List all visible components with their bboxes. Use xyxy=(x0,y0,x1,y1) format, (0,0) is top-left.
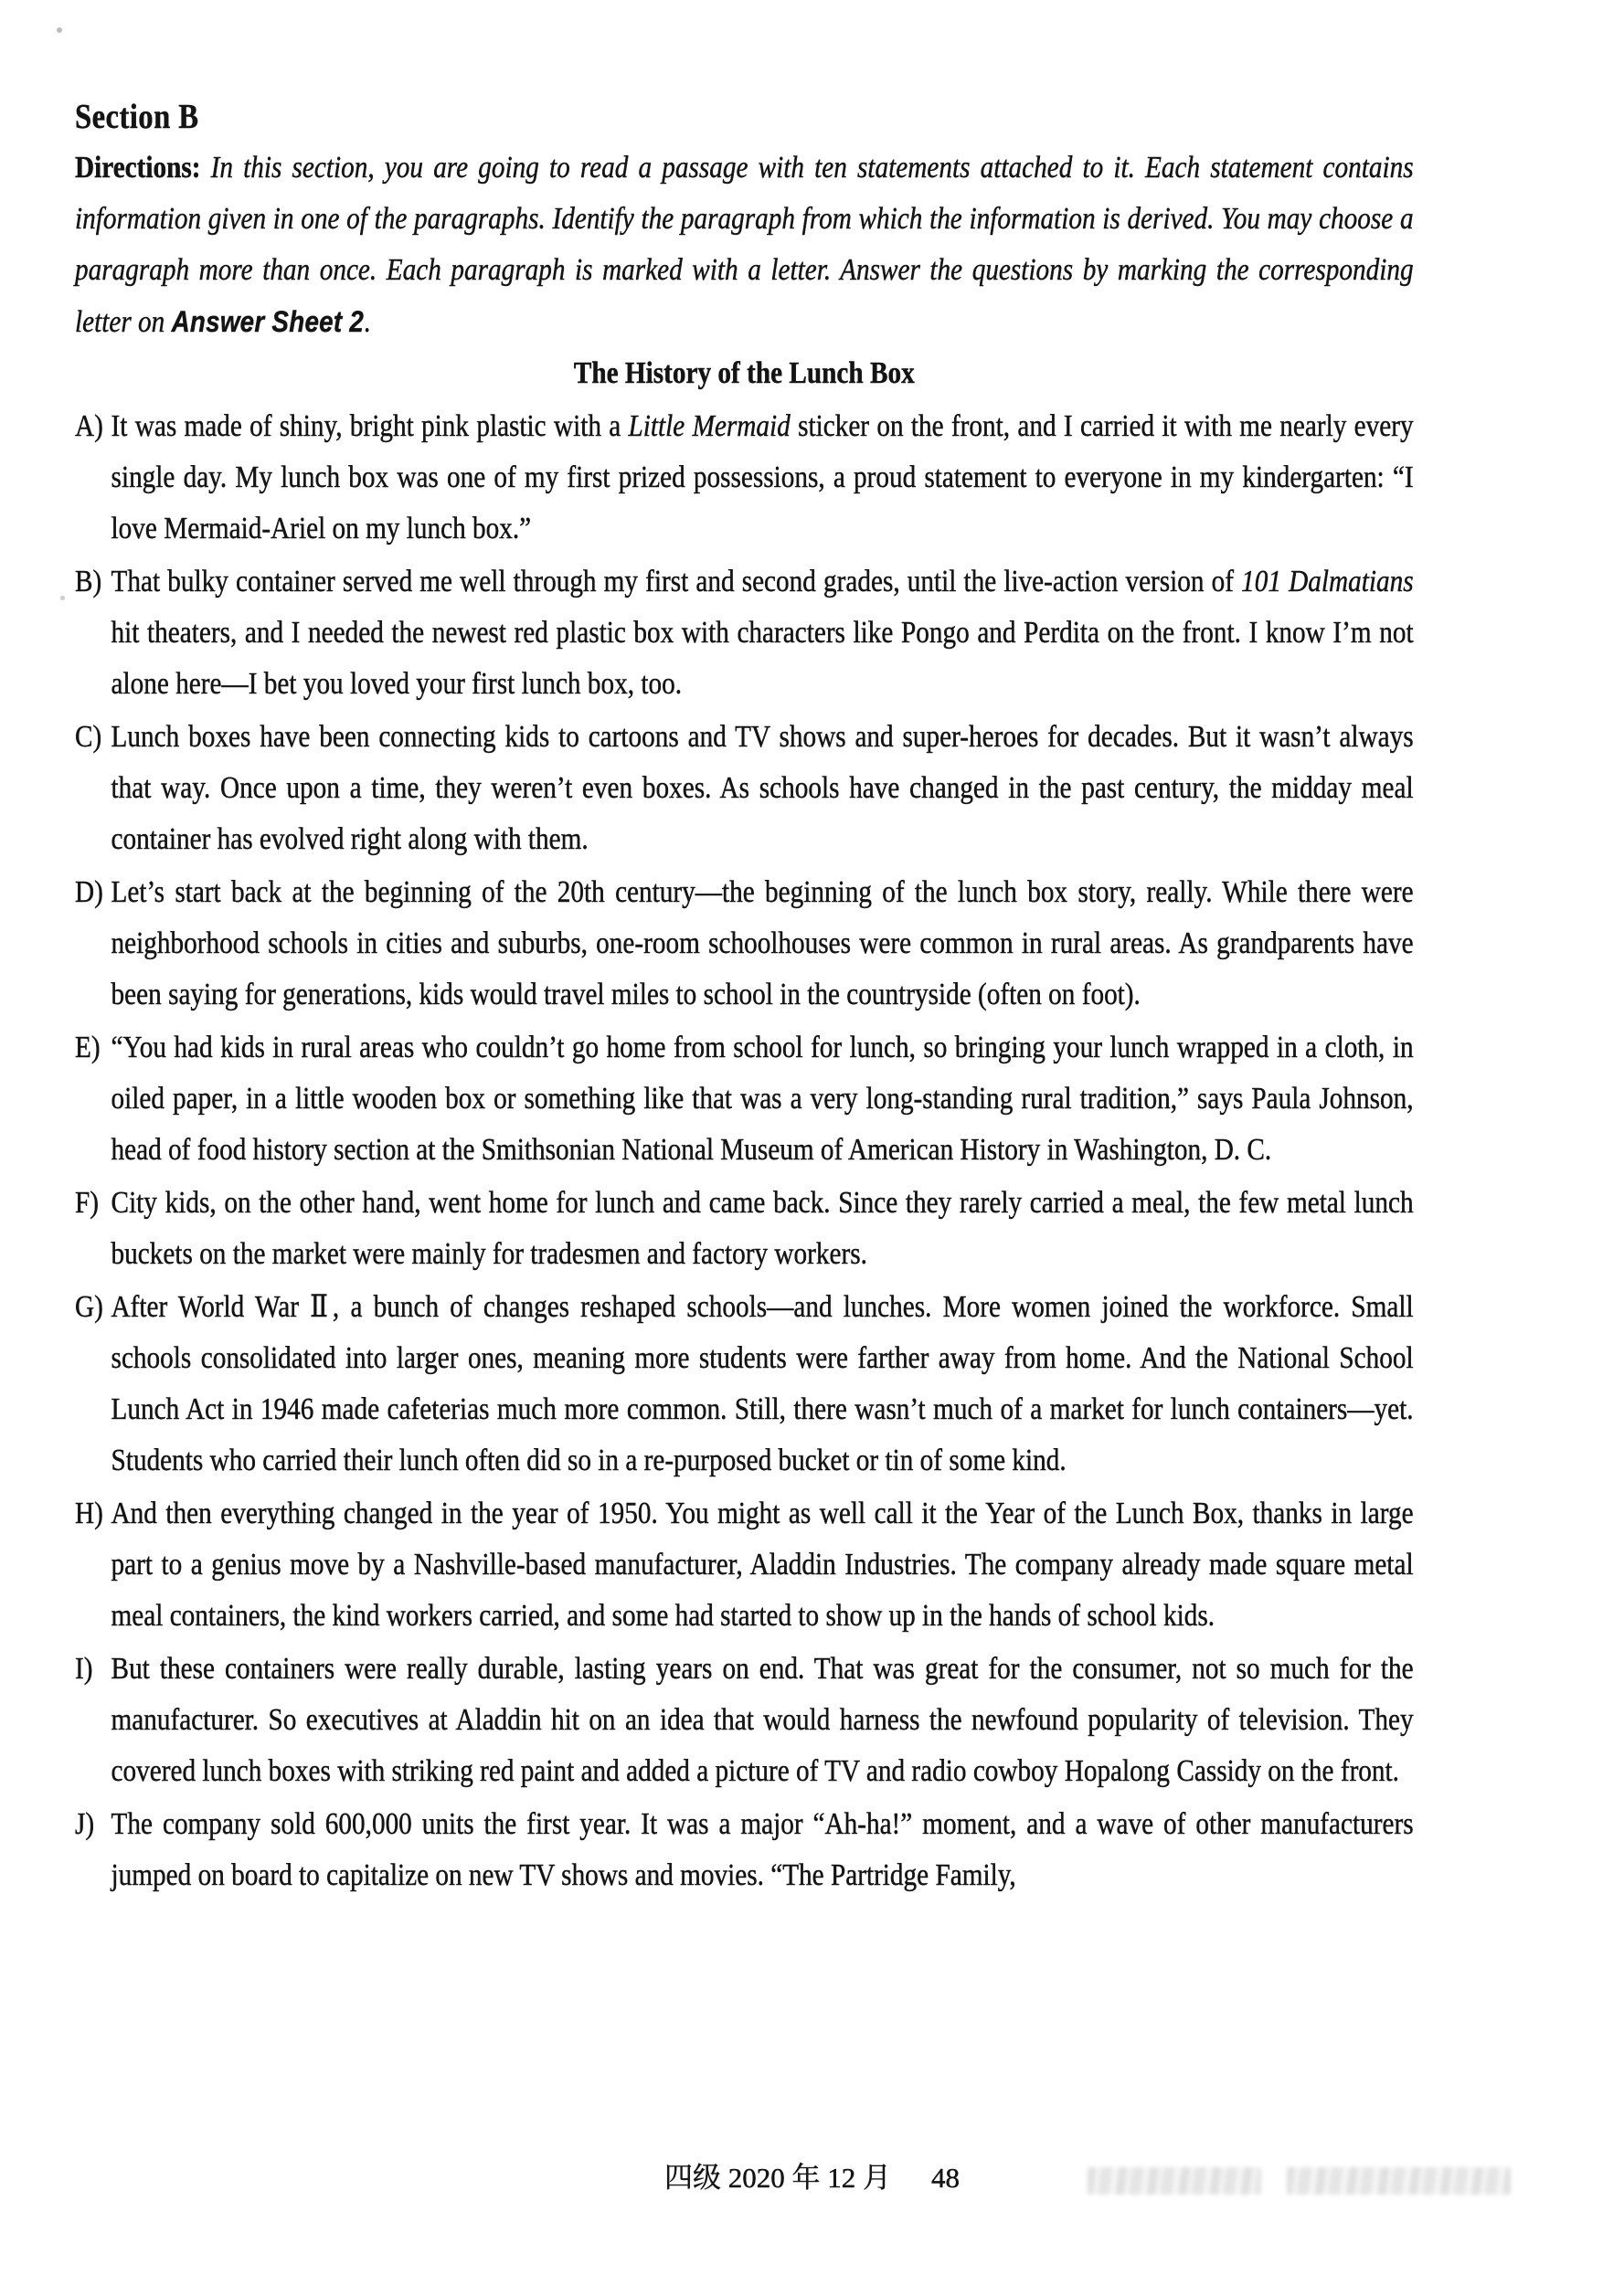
text-column xyxy=(75,91,1414,1901)
paragraph-e xyxy=(75,1022,1414,1176)
directions-paragraph xyxy=(75,143,1414,348)
paragraph-e-text: “You had kids in rural areas who couldn’t go home from school for lunch, so bringing your lunch wrapped in a cloth, in oiled paper, in a little wooden box or something like that was a very long-standing rural tradition,” says Paula Johnson, head of food history section at the Smithsonian National Museum of American History in Washington, D. C. xyxy=(111,1031,1414,1167)
paragraph-f xyxy=(75,1178,1414,1280)
paragraph-g xyxy=(75,1282,1414,1487)
footer-caption: 四级 2020 年 12 月 xyxy=(664,2162,891,2194)
paragraph-b-label: B) xyxy=(75,565,102,598)
paragraph-c-text: Lunch boxes have been connecting kids to cartoons and TV shows and super-heroes for decades. But it wasn’t always that way. Once upon a time, they weren’t even boxes. As schools have changed in the past century, the midday meal container has evolved right along with them. xyxy=(111,720,1414,856)
paragraph-i-text: But these containers were really durable, lasting years on end. That was great for the consumer, not so much for the manufacturer. So executives at Aladdin hit on an idea that would harness the newfound popularity of television. They covered lunch boxes with striking red paint and added a picture of TV and radio cowboy Hopalong Cassidy on the front. xyxy=(111,1652,1414,1788)
paragraph-b xyxy=(75,556,1414,710)
scan-speck xyxy=(57,27,62,33)
faint-watermark xyxy=(1088,2167,1511,2195)
scan-smudge xyxy=(1287,2167,1511,2195)
paragraph-c xyxy=(75,712,1414,865)
paragraph-a xyxy=(75,401,1414,555)
paragraph-g-label: G) xyxy=(75,1290,103,1324)
paragraph-d-label: D) xyxy=(75,875,103,909)
paragraph-h-text: And then everything changed in the year of 1950. You might as well call it the Year of the Lunch Box, thanks in large part to a genius move by a Nashville-based manufacturer, Aladdin Industries. The company already made square metal meal containers, the kind workers carried, and some had started to show up in the hands of school kids. xyxy=(111,1497,1414,1633)
paragraph-g-text: After World War Ⅱ, a bunch of changes reshaped schools—and lunches. More women joined the workforce. Small schools consolidated into larger ones, meaning more students were farther away from home. And the National School Lunch Act in 1946 made cafeterias much more common. Still, there wasn’t much of a market for lunch containers—yet. Students who carried their lunch often did so in a re-purposed bucket or tin of some kind. xyxy=(111,1290,1414,1477)
page-number: 48 xyxy=(931,2162,960,2194)
paragraph-c-label: C) xyxy=(75,720,102,754)
scan-smudge xyxy=(1088,2167,1261,2195)
paragraph-d-text: Let’s start back at the beginning of the 20th century—the beginning of the lunch box story, really. While there were neighborhood schools in cities and suburbs, one-room schoolhouses were common in rural areas. As grandparents have been saying for generations, kids would travel miles to school in the countryside (often on foot). xyxy=(111,875,1414,1011)
directions-text: In this section, you are going to read a passage with ten statements attached to it. Each statement contains information given in one of the paragraphs. Identify the paragraph from which the information is derived. You may choose a paragraph more than once. Each paragraph is marked with a letter. Answer the questions by marking the corresponding letter on Answer Sheet 2. xyxy=(75,151,1414,339)
paragraph-d xyxy=(75,867,1414,1021)
paragraph-i-label: I) xyxy=(75,1652,93,1686)
paragraph-j-text: The company sold 600,000 units the first year. It was a major “Ah-ha!” moment, and a wave of other manufacturers jumped on board to capitalize on new TV shows and movies. “The Partridge Family, xyxy=(111,1807,1414,1892)
paragraph-h-label: H) xyxy=(75,1497,103,1530)
paragraph-e-label: E) xyxy=(75,1031,101,1064)
paragraph-i xyxy=(75,1644,1414,1797)
paragraph-j xyxy=(75,1799,1414,1901)
directions-label: Directions: xyxy=(75,151,201,185)
section-heading: Section B xyxy=(75,98,199,136)
paragraph-a-label: A) xyxy=(75,409,103,443)
paragraph-a-text: It was made of shiny, bright pink plastic with a Little Mermaid sticker on the front, and I carried it with me nearly every single day. My lunch box was one of my first prized possessions, a proud statement to everyone in my kindergarten: “I love Mermaid-Ariel on my lunch box.” xyxy=(111,409,1414,545)
paragraph-b-text: That bulky container served me well through my first and second grades, until the live-action version of 101 Dalmatians hit theaters, and I needed the newest red plastic box with characters like Pongo and Perdita on the front. I know I’m not alone here—I bet you loved your first lunch box, too. xyxy=(111,565,1414,701)
paragraph-f-label: F) xyxy=(75,1186,100,1220)
paragraph-f-text: City kids, on the other hand, went home for lunch and came back. Since they rarely carried a meal, the few metal lunch buckets on the market were mainly for tradesmen and factory workers. xyxy=(111,1186,1414,1271)
scan-speck xyxy=(60,596,65,600)
paragraph-h xyxy=(75,1488,1414,1642)
passage-title: The History of the Lunch Box xyxy=(573,356,915,390)
paragraph-j-label: J) xyxy=(75,1807,95,1841)
